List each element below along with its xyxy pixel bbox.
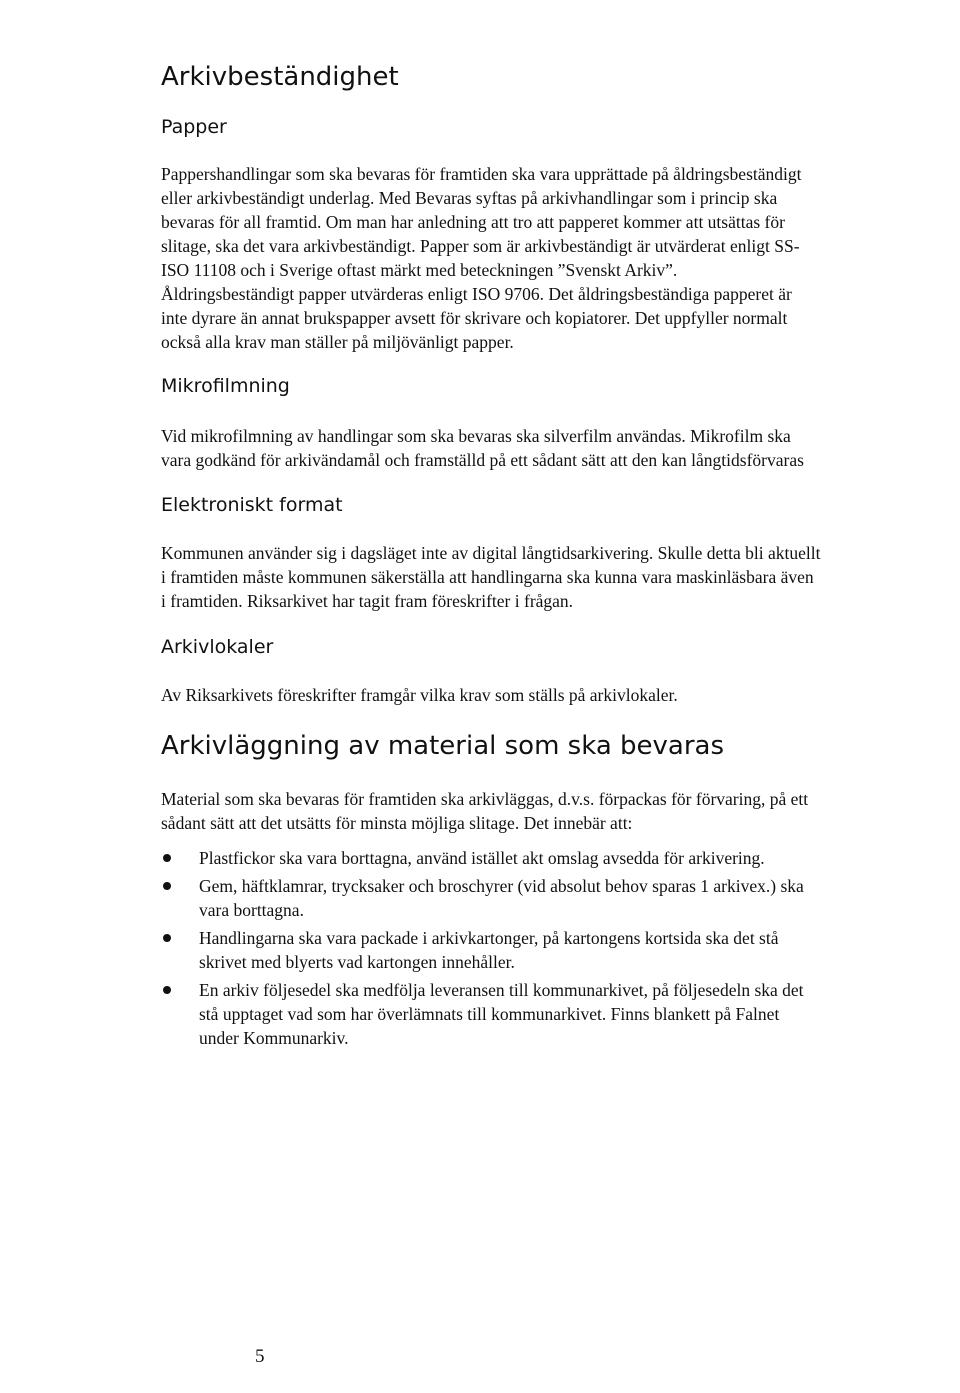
- paragraph-line: också alla krav man ställer på miljövänligt papper.: [161, 332, 514, 352]
- paragraph-line: bevaras för all framtid. Om man har anledning att tro att papperet kommer att utsättas för: [161, 212, 785, 232]
- paragraph-line: ISO 11108 och i Sverige oftast märkt med beteckningen ”Svenskt Arkiv”.: [161, 260, 678, 280]
- paragraph-line: Pappershandlingar som ska bevaras för framtiden ska vara upprättade på åldringsbeständigt: [161, 164, 802, 184]
- paragraph-line: i framtiden måste kommunen säkerställa att handlingarna ska kunna vara maskinläsbara även: [161, 567, 814, 587]
- bullet-icon: [163, 854, 171, 862]
- bullet-item: [161, 874, 906, 922]
- heading-arkivbestandighet: Arkivbeständighet: [161, 62, 399, 92]
- heading-arkivlaggning: Arkivläggning av material som ska bevaras: [161, 731, 724, 761]
- page-number: 5: [255, 1346, 265, 1367]
- bullet-item: [161, 846, 906, 870]
- bullet-line: En arkiv följesedel ska medfölja leveransen till kommunarkivet, på följesedeln ska det: [199, 980, 804, 1000]
- heading-elektroniskt-format: Elektroniskt format: [161, 494, 343, 516]
- bullet-item: [161, 926, 906, 974]
- paragraph-line: Åldringsbeständigt papper utvärderas enligt ISO 9706. Det åldringsbeständiga papperet är: [161, 284, 792, 304]
- bullet-icon: [163, 934, 171, 942]
- bullet-line: Plastfickor ska vara borttagna, använd istället akt omslag avsedda för arkivering.: [199, 848, 765, 868]
- paragraph-line: Vid mikrofilmning av handlingar som ska bevaras ska silverfilm användas. Mikrofilm ska: [161, 426, 791, 446]
- bullet-line: vara borttagna.: [199, 900, 304, 920]
- paragraph-elektroniskt-format: [161, 541, 906, 613]
- paragraph-line: i framtiden. Riksarkivet har tagit fram föreskrifter i frågan.: [161, 591, 574, 611]
- bullet-line: stå upptaget vad som har överlämnats till kommunarkivet. Finns blankett på Falnet: [199, 1004, 780, 1024]
- bullet-line: skrivet med blyerts vad kartongen innehåller.: [199, 952, 515, 972]
- paragraph-line: Av Riksarkivets föreskrifter framgår vilka krav som ställs på arkivlokaler.: [161, 685, 678, 705]
- heading-mikrofilmning: Mikrofilmning: [161, 375, 290, 397]
- paragraph-papper: [161, 162, 906, 354]
- paragraph-line: vara godkänd för arkivändamål och framställd på ett sådant sätt att den kan långtidsförvaras: [161, 450, 804, 470]
- bullet-line: under Kommunarkiv.: [199, 1028, 349, 1048]
- paragraph-line: inte dyrare än annat brukspapper avsett för skrivare och kopiatorer. Det uppfyller normalt: [161, 308, 788, 328]
- paragraph-arkivlaggning: [161, 787, 906, 835]
- paragraph-line: Material som ska bevaras för framtiden ska arkivläggas, d.v.s. förpackas för förvaring, på ett: [161, 789, 809, 809]
- paragraph-arkivlokaler: [161, 683, 906, 707]
- bullet-line: Handlingarna ska vara packade i arkivkartonger, på kartongens kortsida ska det stå: [199, 928, 779, 948]
- heading-papper: Papper: [161, 116, 227, 138]
- paragraph-line: eller arkivbeständigt underlag. Med Bevaras syftas på arkivhandlingar som i princip ska: [161, 188, 778, 208]
- bullet-item: [161, 978, 906, 1050]
- paragraph-line: slitage, ska det vara arkivbeständigt. Papper som är arkivbeständigt är utvärderat enligt SS-: [161, 236, 800, 256]
- bullet-icon: [163, 882, 171, 890]
- heading-arkivlokaler: Arkivlokaler: [161, 636, 274, 658]
- bullet-icon: [163, 986, 171, 994]
- paragraph-line: sådant sätt att det utsätts för minsta möjliga slitage. Det innebär att:: [161, 813, 633, 833]
- paragraph-line: Kommunen använder sig i dagsläget inte av digital långtidsarkivering. Skulle detta bli aktuellt: [161, 543, 821, 563]
- paragraph-mikrofilmning: [161, 424, 906, 472]
- bullet-list: [161, 846, 906, 1054]
- bullet-line: Gem, häftklamrar, trycksaker och broschyrer (vid absolut behov sparas 1 arkivex.) ska: [199, 876, 804, 896]
